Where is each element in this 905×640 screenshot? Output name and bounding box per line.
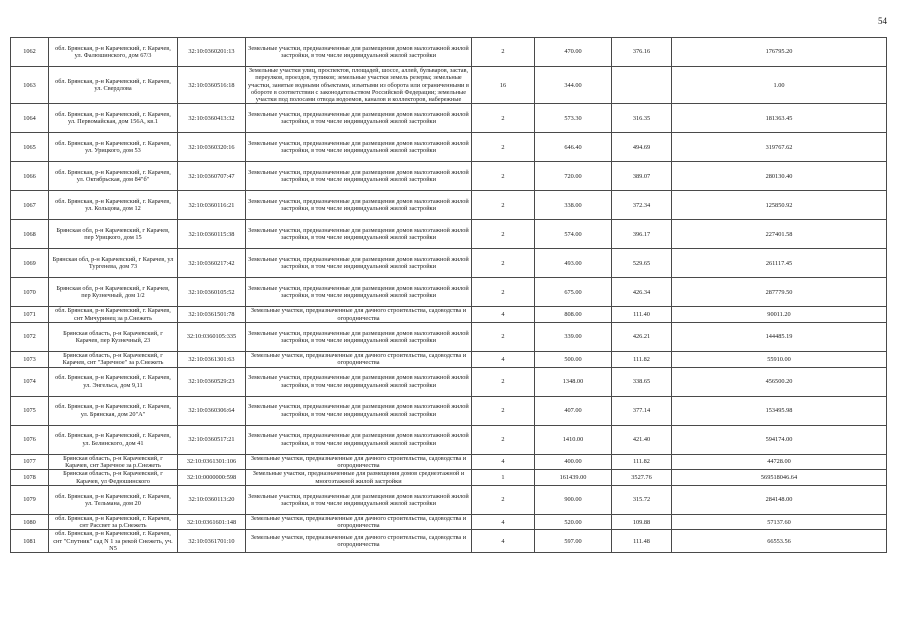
row-number: 1081	[11, 530, 49, 553]
land-use-cell: Земельные участки, предназначенные для размещения домов малоэтажной жилой застройки, в том числе индивидуальной жилой застройки	[246, 38, 472, 67]
specific-value-cell	[612, 67, 672, 104]
land-use-cell: Земельные участки, предназначенные для размещения домов малоэтажной жилой застройки, в том числе индивидуальной жилой застройки	[246, 220, 472, 249]
row-number: 1068	[11, 220, 49, 249]
area-cell: 720.00	[535, 162, 612, 191]
cadastral-number-cell: 32:10:0361501:78	[178, 307, 246, 323]
specific-value-cell: 109.88	[612, 514, 672, 530]
address-cell: Брянская обл, р-н Карачевский, г Карачев, пер Кузнечный, дом 1/2	[49, 278, 178, 307]
land-use-cell: Земельные участки, предназначенные для размещения домов малоэтажной жилой застройки, в том числе индивидуальной жилой застройки	[246, 367, 472, 396]
specific-value-cell: 111.48	[612, 530, 672, 553]
specific-value-cell: 396.17	[612, 220, 672, 249]
cadastral-number-cell: 32:10:0360306:64	[178, 396, 246, 425]
table-row	[11, 396, 887, 425]
cadastral-number-cell: 32:10:0360113:20	[178, 485, 246, 514]
specific-value-cell: 529.65	[612, 249, 672, 278]
cadastral-number-cell: 32:10:0360115:38	[178, 220, 246, 249]
table-row	[11, 470, 887, 486]
cadastral-number-cell: 32:10:0360217:42	[178, 249, 246, 278]
table-row	[11, 425, 887, 454]
area-cell: 400.00	[535, 454, 612, 470]
area-cell: 573.30	[535, 104, 612, 133]
cadastral-value-cell: 284148.00	[672, 485, 887, 514]
cadastral-value-cell: 66553.56	[672, 530, 887, 553]
specific-value-cell: 111.82	[612, 454, 672, 470]
group-number-cell: 1	[472, 470, 535, 486]
specific-value-cell: 421.40	[612, 425, 672, 454]
table-row	[11, 352, 887, 368]
area-cell: 338.00	[535, 191, 612, 220]
land-use-cell: Земельные участки, предназначенные для размещения домов малоэтажной жилой застройки, в том числе индивидуальной жилой застройки	[246, 191, 472, 220]
area-cell: 339.00	[535, 323, 612, 352]
area-cell: 493.00	[535, 249, 612, 278]
group-number-cell: 2	[472, 278, 535, 307]
area-cell: 574.00	[535, 220, 612, 249]
cadastral-number-cell: 32:10:0360105:52	[178, 278, 246, 307]
cadastral-value-cell: 287779.50	[672, 278, 887, 307]
area-cell: 675.00	[535, 278, 612, 307]
group-number-cell: 2	[472, 249, 535, 278]
specific-value-cell: 315.72	[612, 485, 672, 514]
address-cell: обл. Брянская, р-н Карачевский, г. Карачев, ул. Октябрьская, дом 84"б"	[49, 162, 178, 191]
group-number-cell: 2	[472, 396, 535, 425]
group-number-cell: 2	[472, 133, 535, 162]
land-use-cell: Земельные участки, предназначенные для дачного строительства, садоводства и огородничества	[246, 307, 472, 323]
area-cell: 597.00	[535, 530, 612, 553]
group-number-cell: 2	[472, 104, 535, 133]
table-row	[11, 191, 887, 220]
row-number: 1080	[11, 514, 49, 530]
group-number-cell: 4	[472, 530, 535, 553]
cadastral-value-cell: 181363.45	[672, 104, 887, 133]
row-number: 1065	[11, 133, 49, 162]
cadastral-number-cell: 32:10:0360516:18	[178, 67, 246, 104]
table-row	[11, 485, 887, 514]
cadastral-number-cell: 32:10:0360517:21	[178, 425, 246, 454]
row-number: 1074	[11, 367, 49, 396]
cadastral-number-cell: 32:10:0360105:335	[178, 323, 246, 352]
address-cell: Брянская область, р-н Карачевский, г Карачев, снт "Заречное" за р.Снежеть	[49, 352, 178, 368]
land-use-cell: Земельные участки, предназначенные для дачного строительства, садоводства и огородничества	[246, 514, 472, 530]
cadastral-value-cell: 227401.58	[672, 220, 887, 249]
row-number: 1077	[11, 454, 49, 470]
specific-value-cell: 372.34	[612, 191, 672, 220]
land-use-cell: Земельные участки, предназначенные для дачного строительства, садоводства и огородничества	[246, 530, 472, 553]
land-use-cell: Земельные участки, предназначенные для размещения домов малоэтажной жилой застройки, в том числе индивидуальной жилой застройки	[246, 278, 472, 307]
group-number-cell: 2	[472, 38, 535, 67]
address-cell: обл. Брянская, р-н Карачевский, г. Карачев, ул. Белинского, дом 41	[49, 425, 178, 454]
land-use-cell: Земельные участки, предназначенные для размещения домов малоэтажной жилой застройки, в том числе индивидуальной жилой застройки	[246, 323, 472, 352]
table-row	[11, 323, 887, 352]
row-number: 1075	[11, 396, 49, 425]
table-row	[11, 104, 887, 133]
table-row	[11, 249, 887, 278]
table-row	[11, 454, 887, 470]
cadastral-value-cell: 594174.00	[672, 425, 887, 454]
specific-value-cell: 426.34	[612, 278, 672, 307]
table-row	[11, 530, 887, 553]
row-number: 1062	[11, 38, 49, 67]
row-number: 1076	[11, 425, 49, 454]
area-cell: 520.00	[535, 514, 612, 530]
group-number-cell: 4	[472, 352, 535, 368]
address-cell: обл. Брянская, р-н Карачевский, г. Карачев, ул. Энгельса, дом 9,11	[49, 367, 178, 396]
cadastral-value-cell: 57137.60	[672, 514, 887, 530]
table-row	[11, 367, 887, 396]
specific-value-cell: 316.35	[612, 104, 672, 133]
area-cell: 470.00	[535, 38, 612, 67]
table-row	[11, 514, 887, 530]
group-number-cell: 2	[472, 485, 535, 514]
specific-value-cell: 389.07	[612, 162, 672, 191]
page-number: 54	[878, 16, 887, 26]
specific-value-cell: 494.69	[612, 133, 672, 162]
area-cell: 161439.00	[535, 470, 612, 486]
specific-value-cell: 426.21	[612, 323, 672, 352]
cadastral-value-cell: 55910.00	[672, 352, 887, 368]
area-cell: 808.00	[535, 307, 612, 323]
cadastral-value-cell: 90011.20	[672, 307, 887, 323]
group-number-cell: 2	[472, 162, 535, 191]
group-number-cell: 4	[472, 514, 535, 530]
cadastral-number-cell: 32:10:0361601:148	[178, 514, 246, 530]
group-number-cell: 2	[472, 367, 535, 396]
specific-value-cell: 377.14	[612, 396, 672, 425]
row-number: 1070	[11, 278, 49, 307]
cadastral-number-cell: 32:10:0361301:63	[178, 352, 246, 368]
table-row	[11, 38, 887, 67]
cadastral-value-cell: 261117.45	[672, 249, 887, 278]
land-use-cell: Земельные участки, предназначенные для дачного строительства, садоводства и огородничества	[246, 352, 472, 368]
land-use-cell: Земельные участки, предназначенные для размещения домов малоэтажной жилой застройки, в том числе индивидуальной жилой застройки	[246, 133, 472, 162]
land-use-cell: Земельные участки, предназначенные для размещения домов малоэтажной жилой застройки, в том числе индивидуальной жилой застройки	[246, 485, 472, 514]
row-number: 1064	[11, 104, 49, 133]
address-cell: обл. Брянская, р-н Карачевский, г. Карачев, снт Мичуринец за р.Снежеть	[49, 307, 178, 323]
address-cell: Брянская обл, р-н Карачевский, г Карачев, ул Тургенева, дом 73	[49, 249, 178, 278]
table-body	[11, 38, 887, 553]
address-cell: обл. Брянская, р-н Карачевский, г. Карачев, ул. Брянская, дом 20"А"	[49, 396, 178, 425]
cadastral-value-cell: 153495.98	[672, 396, 887, 425]
land-use-cell: Земельные участки, предназначенные для размещения домов малоэтажной жилой застройки, в том числе индивидуальной жилой застройки	[246, 249, 472, 278]
land-use-cell: Земельные участки, предназначенные для размещения домов среднеэтажной и многоэтажной жилой застройки	[246, 470, 472, 486]
area-cell: 646.40	[535, 133, 612, 162]
group-number-cell: 4	[472, 307, 535, 323]
row-number: 1078	[11, 470, 49, 486]
land-registry-table	[10, 37, 887, 553]
cadastral-value-cell: 176795.20	[672, 38, 887, 67]
group-number-cell: 2	[472, 220, 535, 249]
area-cell: 500.00	[535, 352, 612, 368]
row-number: 1071	[11, 307, 49, 323]
row-number: 1079	[11, 485, 49, 514]
group-number-cell: 4	[472, 454, 535, 470]
cadastral-value-cell: 144485.19	[672, 323, 887, 352]
address-cell: Брянская область, р-н Карачевский, г Карачев, снт Заречное за р.Снежеть	[49, 454, 178, 470]
specific-value-cell: 111.82	[612, 352, 672, 368]
cadastral-number-cell: 32:10:0360413:32	[178, 104, 246, 133]
cadastral-number-cell: 32:10:0360529:23	[178, 367, 246, 396]
cadastral-value-cell: 125850.92	[672, 191, 887, 220]
specific-value-cell: 376.16	[612, 38, 672, 67]
row-number: 1072	[11, 323, 49, 352]
specific-value-cell: 3527.76	[612, 470, 672, 486]
land-use-cell: Земельные участки, предназначенные для размещения домов малоэтажной жилой застройки, в том числе индивидуальной жилой застройки	[246, 396, 472, 425]
cadastral-value-cell: 280130.40	[672, 162, 887, 191]
cadastral-number-cell: 32:10:0360201:13	[178, 38, 246, 67]
cadastral-value-cell: 456500.20	[672, 367, 887, 396]
land-use-cell: Земельные участки улиц, проспектов, площадей, шоссе, аллей, бульваров, застав, переулков, проездов, тупиков; земельные участки земель резерва; земельные участки, занятые водными объектами, изъятыми из оборота или ограниченными в обороте в соответствии с законодательством Российской Федерации; земельные участки под полосами отвода водоемов, каналов и коллекторов, набережные	[246, 67, 472, 104]
address-cell: обл. Брянская, р-н Карачевский, г. Карачев, ул. Тельмана, дом 20	[49, 485, 178, 514]
cadastral-number-cell: 32:10:0361301:106	[178, 454, 246, 470]
table-row	[11, 162, 887, 191]
address-cell: обл. Брянская, р-н Карачевский, г. Карачев, ул. Свердлова	[49, 67, 178, 104]
address-cell: Брянская область, р-н Карачевский, г Карачев, ул Федюшинского	[49, 470, 178, 486]
area-cell: 344.00	[535, 67, 612, 104]
row-number: 1069	[11, 249, 49, 278]
group-number-cell: 2	[472, 323, 535, 352]
land-use-cell: Земельные участки, предназначенные для размещения домов малоэтажной жилой застройки, в том числе индивидуальной жилой застройки	[246, 162, 472, 191]
cadastral-number-cell: 32:10:0360707:47	[178, 162, 246, 191]
table-row	[11, 133, 887, 162]
row-number: 1063	[11, 67, 49, 104]
address-cell: обл. Брянская, р-н Карачевский, г. Карачев, ул. Урицкого, дом 53	[49, 133, 178, 162]
cadastral-value-cell: 319767.62	[672, 133, 887, 162]
address-cell: обл. Брянская, р-н Карачевский, г. Карачев, ул. Фалюшинского, дом 67/3	[49, 38, 178, 67]
group-number-cell: 2	[472, 425, 535, 454]
land-use-cell: Земельные участки, предназначенные для дачного строительства, садоводства и огородничества	[246, 454, 472, 470]
row-number: 1066	[11, 162, 49, 191]
address-cell: обл. Брянская, р-н Карачевский, г. Карачев, ул. Кольцова, дом 12	[49, 191, 178, 220]
address-cell: Брянская обл, р-н Карачевский, г Карачев, пер Урицкого, дом 15	[49, 220, 178, 249]
row-number: 1073	[11, 352, 49, 368]
group-number-cell: 16	[472, 67, 535, 104]
area-cell: 1348.00	[535, 367, 612, 396]
table-row	[11, 220, 887, 249]
area-cell: 407.00	[535, 396, 612, 425]
area-cell: 900.00	[535, 485, 612, 514]
area-cell: 1410.00	[535, 425, 612, 454]
row-number: 1067	[11, 191, 49, 220]
cadastral-value-cell: 44728.00	[672, 454, 887, 470]
specific-value-cell: 338.65	[612, 367, 672, 396]
cadastral-number-cell: 32:10:0360320:16	[178, 133, 246, 162]
cadastral-number-cell: 32:10:0000000:598	[178, 470, 246, 486]
cadastral-number-cell: 32:10:0361701:10	[178, 530, 246, 553]
table-row	[11, 307, 887, 323]
table-row	[11, 67, 887, 104]
address-cell: обл. Брянская, р-н Карачевский, г. Карачев, снт "Спутник" сад N 1 за рекой Снежеть, уч. N5	[49, 530, 178, 553]
land-use-cell: Земельные участки, предназначенные для размещения домов малоэтажной жилой застройки, в том числе индивидуальной жилой застройки	[246, 104, 472, 133]
cadastral-value-cell: 569518046.64	[672, 470, 887, 486]
group-number-cell: 2	[472, 191, 535, 220]
cadastral-number-cell: 32:10:0360116:21	[178, 191, 246, 220]
table-row	[11, 278, 887, 307]
cadastral-value-cell: 1.00	[672, 67, 887, 104]
address-cell: Брянская область, р-н Карачевский, г Карачев, пер Кузнечный, 23	[49, 323, 178, 352]
specific-value-cell: 111.40	[612, 307, 672, 323]
address-cell: обл. Брянская, р-н Карачевский, г. Карачев, ул. Первомайская, дом 156А, кв.1	[49, 104, 178, 133]
address-cell: обл. Брянская, р-н Карачевский, г. Карачев, снт Рассвет за р.Снежеть	[49, 514, 178, 530]
land-use-cell: Земельные участки, предназначенные для размещения домов малоэтажной жилой застройки, в том числе индивидуальной жилой застройки	[246, 425, 472, 454]
